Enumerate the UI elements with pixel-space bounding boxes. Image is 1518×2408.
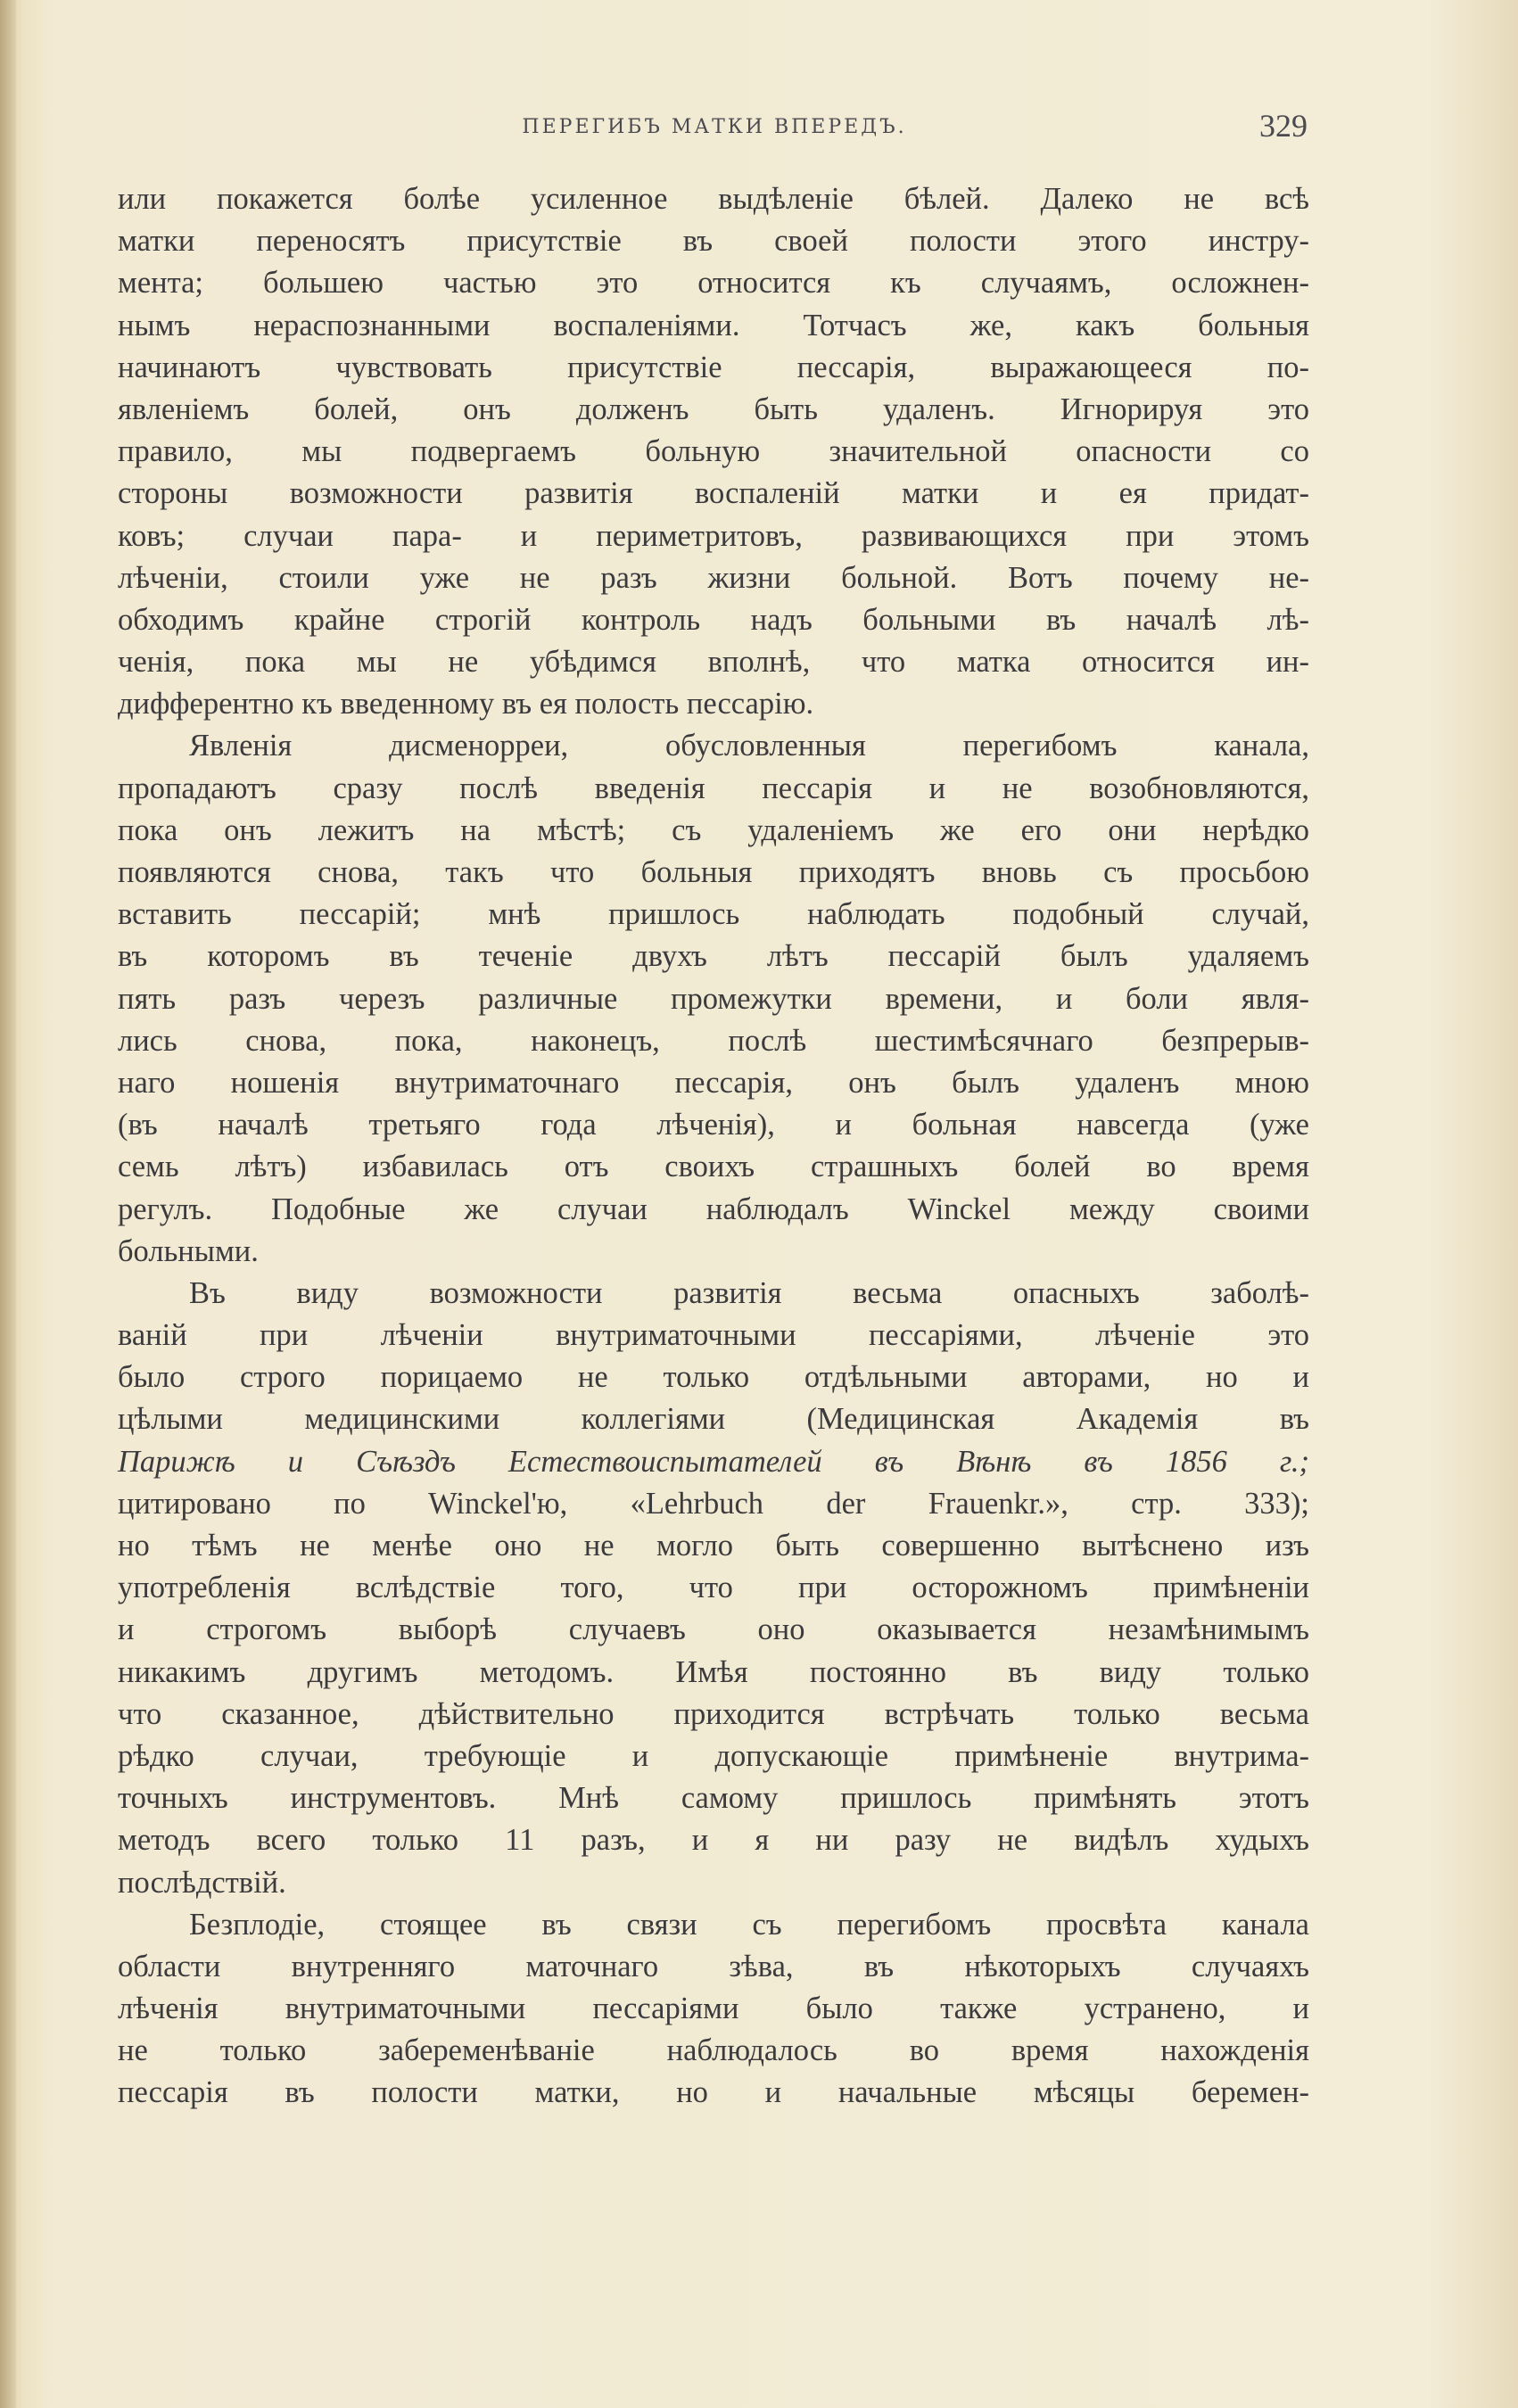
text-line: области внутренняго маточнаго зѣва, въ нѣкоторыхъ случаяхъ <box>118 1949 1309 1983</box>
text-line: не только забеременѣваніе наблюдалось во время нахожденія <box>118 2033 1309 2068</box>
page-number: 329 <box>1259 108 1308 144</box>
text-line: рѣдко случаи, требующіе и допускающіе примѣненіе внутрима- <box>118 1738 1309 1773</box>
text-line: цѣлыми медицинскими коллегіями (Медицинская Академія въ <box>118 1402 1309 1437</box>
text-line: больными. <box>118 1233 259 1268</box>
text-line: стороны возможности развитія воспаленій матки и ея придат- <box>118 476 1309 511</box>
text-line: нымъ нераспознанными воспаленіями. Тотчасъ же, какъ больныя <box>118 308 1309 342</box>
text-line: послѣдствій. <box>118 1865 286 1900</box>
text-line: или покажется болѣе усиленное выдѣленіе бѣлей. Далеко не всѣ <box>118 182 1309 216</box>
text-line: явленіемъ болей, онъ долженъ быть удаленъ. Игнорируя это <box>118 392 1309 426</box>
text-line: что сказанное, дѣйствительно приходится встрѣчать только весьма <box>118 1696 1309 1731</box>
text-line: наго ношенія внутриматочнаго пессарія, онъ былъ удаленъ мною <box>118 1065 1309 1100</box>
text-line: вставить пессарій; мнѣ пришлось наблюдать подобный случай, <box>118 897 1309 932</box>
text-line: семь лѣтъ) избавилась отъ своихъ страшныхъ болей во время <box>118 1150 1309 1184</box>
text-line: но тѣмъ не менѣе оно не могло быть совершенно вытѣснено изъ <box>118 1529 1309 1563</box>
page-spine-shadow <box>0 0 16 2408</box>
paragraph-first-line: Явленія дисменорреи, обусловленныя перегибомъ канала, <box>189 729 1309 763</box>
text-line: мента; большею частью это относится къ случаямъ, осложнен- <box>118 266 1309 301</box>
text-line: (въ началѣ третьяго года лѣченія), и больная навсегда (уже <box>118 1108 1309 1142</box>
paragraph-first-line: Въ виду возможности развитія весьма опасныхъ заболѣ- <box>189 1275 1309 1310</box>
text-line: дифферентно къ введенному въ ея полость пессарію. <box>118 687 814 722</box>
text-line: цитировано по Winckel'ю, «Lehrbuch der Frauenkr.», стр. 333); <box>118 1486 1309 1521</box>
text-line: никакимъ другимъ методомъ. Имѣя постоянно въ виду только <box>118 1654 1309 1689</box>
text-line: матки переносятъ присутствіе въ своей полости этого инстру- <box>118 224 1309 259</box>
text-line: и строгомъ выборѣ случаевъ оно оказывается незамѣнимымъ <box>118 1612 1309 1647</box>
page-header <box>121 108 1308 157</box>
text-line: начинаютъ чувствовать присутствіе пессарія, выражающееся по- <box>118 350 1309 384</box>
text-line: обходимъ крайне строгій контроль надъ больными въ началѣ лѣ- <box>118 602 1309 637</box>
text-line: правило, мы подвергаемъ больную значительной опасности со <box>118 434 1309 469</box>
body-text <box>118 178 1309 2115</box>
text-line: лѣченія внутриматочными пессаріями было также устранено, и <box>118 1992 1309 2026</box>
text-line: употребленія вслѣдствіе того, что при осторожномъ примѣненіи <box>118 1571 1309 1605</box>
text-line: пропадаютъ сразу послѣ введенія пессарія и не возобновляются, <box>118 771 1309 805</box>
text-line: было строго порицаемо не только отдѣльными авторами, но и <box>118 1360 1309 1395</box>
text-line: лись снова, пока, наконецъ, послѣ шестимѣсячнаго безпрерыв- <box>118 1023 1309 1058</box>
text-line: пессарія въ полости матки, но и начальные мѣсяцы беремен- <box>118 2075 1309 2110</box>
text-line: регулъ. Подобные же случаи наблюдалъ Winckel между своими <box>118 1192 1309 1226</box>
paragraph-first-line: Безплодіе, стоящее въ связи съ перегибомъ просвѣта канала <box>189 1907 1309 1942</box>
text-line: лѣченіи, стоили уже не разъ жизни больной. Вотъ почему не- <box>118 560 1309 595</box>
text-line: ченія, пока мы не убѣдимся вполнѣ, что матка относится ин- <box>118 645 1309 680</box>
text-line: точныхъ инструментовъ. Мнѣ самому пришлось примѣнять этотъ <box>118 1781 1309 1816</box>
text-line: ковъ; случаи пара- и периметритовъ, развивающихся при этомъ <box>118 518 1309 553</box>
running-title: ПЕРЕГИБЪ МАТКИ ВПЕРЕДЪ. <box>522 116 907 138</box>
text-line-italic: Парижѣ и Съѣздъ Естествоиспытателей въ Вѣнѣ въ 1856 г.; <box>118 1444 1309 1479</box>
text-line: въ которомъ въ теченіе двухъ лѣтъ пессарій былъ удаляемъ <box>118 939 1309 974</box>
text-line: пока онъ лежитъ на мѣстѣ; съ удаленіемъ же его они нерѣдко <box>118 812 1309 847</box>
text-line: ваній при лѣченіи внутриматочными пессаріями, лѣченіе это <box>118 1318 1309 1353</box>
text-line: появляются снова, такъ что больныя приходятъ вновь съ просьбою <box>118 855 1309 889</box>
text-line: методъ всего только 11 разъ, и я ни разу не видѣлъ худыхъ <box>118 1823 1309 1858</box>
text-line: пять разъ черезъ различные промежутки времени, и боли явля- <box>118 981 1309 1016</box>
